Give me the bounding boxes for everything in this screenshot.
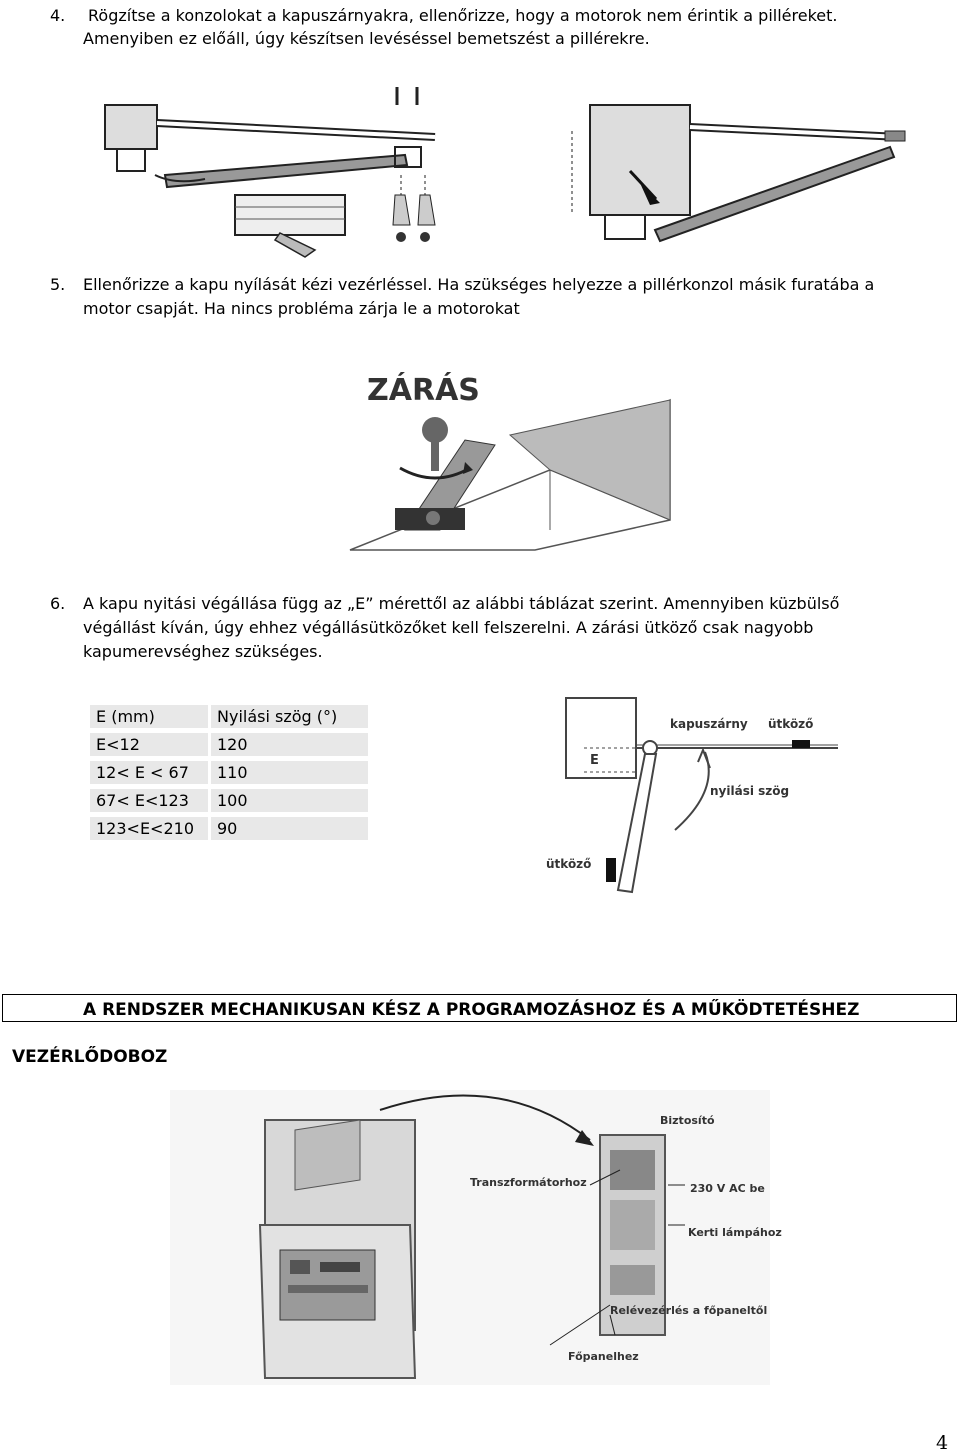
step-4-line-2: Amenyiben ez előáll, úgy készítsen levéséssel bemetszést a pillérekre. [83,29,650,48]
ac-input-label: 230 V AC be [690,1182,765,1195]
page-number: 4 [936,1432,949,1454]
control-box-illustration [170,1090,782,1385]
step-5-number: 5. [50,275,66,294]
table-row [90,733,368,756]
step-4-number: 4. [50,6,66,25]
table-row [90,817,368,840]
utkozo-bottom-label: ütköző [546,857,592,871]
step-6-line-1: A kapu nyitási végállása függ az „E” mérettől az alábbi táblázat szerint. Amennyiben küzbülső [83,594,840,613]
table-cell: 67< E<123 [90,789,208,812]
table-header-row [90,705,368,728]
step-6-number: 6. [50,594,66,613]
transzformator-label: Transzformátorhoz [470,1176,587,1189]
biztosito-label: Biztosító [660,1114,715,1127]
table-cell: 123<E<210 [90,817,208,840]
table-cell: 12< E < 67 [90,761,208,784]
table-cell: 120 [208,733,368,756]
relevezerles-label: Relévezérlés a főpaneltől [610,1304,768,1317]
step-6-line-2: végállást kíván, úgy ehhez végállásütközőket kell felszerelni. A zárási ütköző csak nagyobb [83,618,814,637]
motor-bracket-illustration-left [95,75,455,260]
step-4-line-1: Rögzítse a konzolokat a kapuszárnyakra, ellenőrizze, hogy a motorok nem érintik a pilléreket. [88,6,838,25]
section-title: VEZÉRLŐDOBOZ [12,1047,168,1067]
table-cell: 100 [208,789,368,812]
fopanel-label: Főpanelhez [568,1350,639,1363]
zaras-illustration [345,360,670,555]
step-5-line-1: Ellenőrizze a kapu nyílását kézi vezérléssel. Ha szükséges helyezze a pillérkonzol másik furatába a [83,275,875,294]
gate-angle-diagram [546,690,850,910]
motor-bracket-illustration-right [560,95,920,255]
kerti-lampa-label: Kerti lámpához [688,1226,782,1239]
banner-text: A RENDSZER MECHANIKUSAN KÉSZ A PROGRAMOZÁSHOZ ÉS A MŰKÖDTETÉSHEZ [83,1000,860,1020]
table-header-cell: E (mm) [90,705,208,728]
table-header-cell: Nyilási szög (°) [208,705,368,728]
table-row [90,761,368,784]
e-label: E [590,753,599,768]
table-cell: E<12 [90,733,208,756]
table-cell: 110 [208,761,368,784]
step-6-line-3: kapumerevséghez szükséges. [83,642,323,661]
table-cell: 90 [208,817,368,840]
nyilasi-szog-label: nyilási szög [710,784,790,798]
opening-angle-table [90,700,368,845]
utkozo-top-label: ütköző [768,717,814,731]
system-ready-banner [2,994,957,1022]
step-5-line-2: motor csapját. Ha nincs probléma zárja le a motorokat [83,299,520,318]
kapuszarny-label: kapuszárny [670,717,748,731]
table-row [90,789,368,812]
zaras-label: ZÁRÁS [367,373,480,408]
